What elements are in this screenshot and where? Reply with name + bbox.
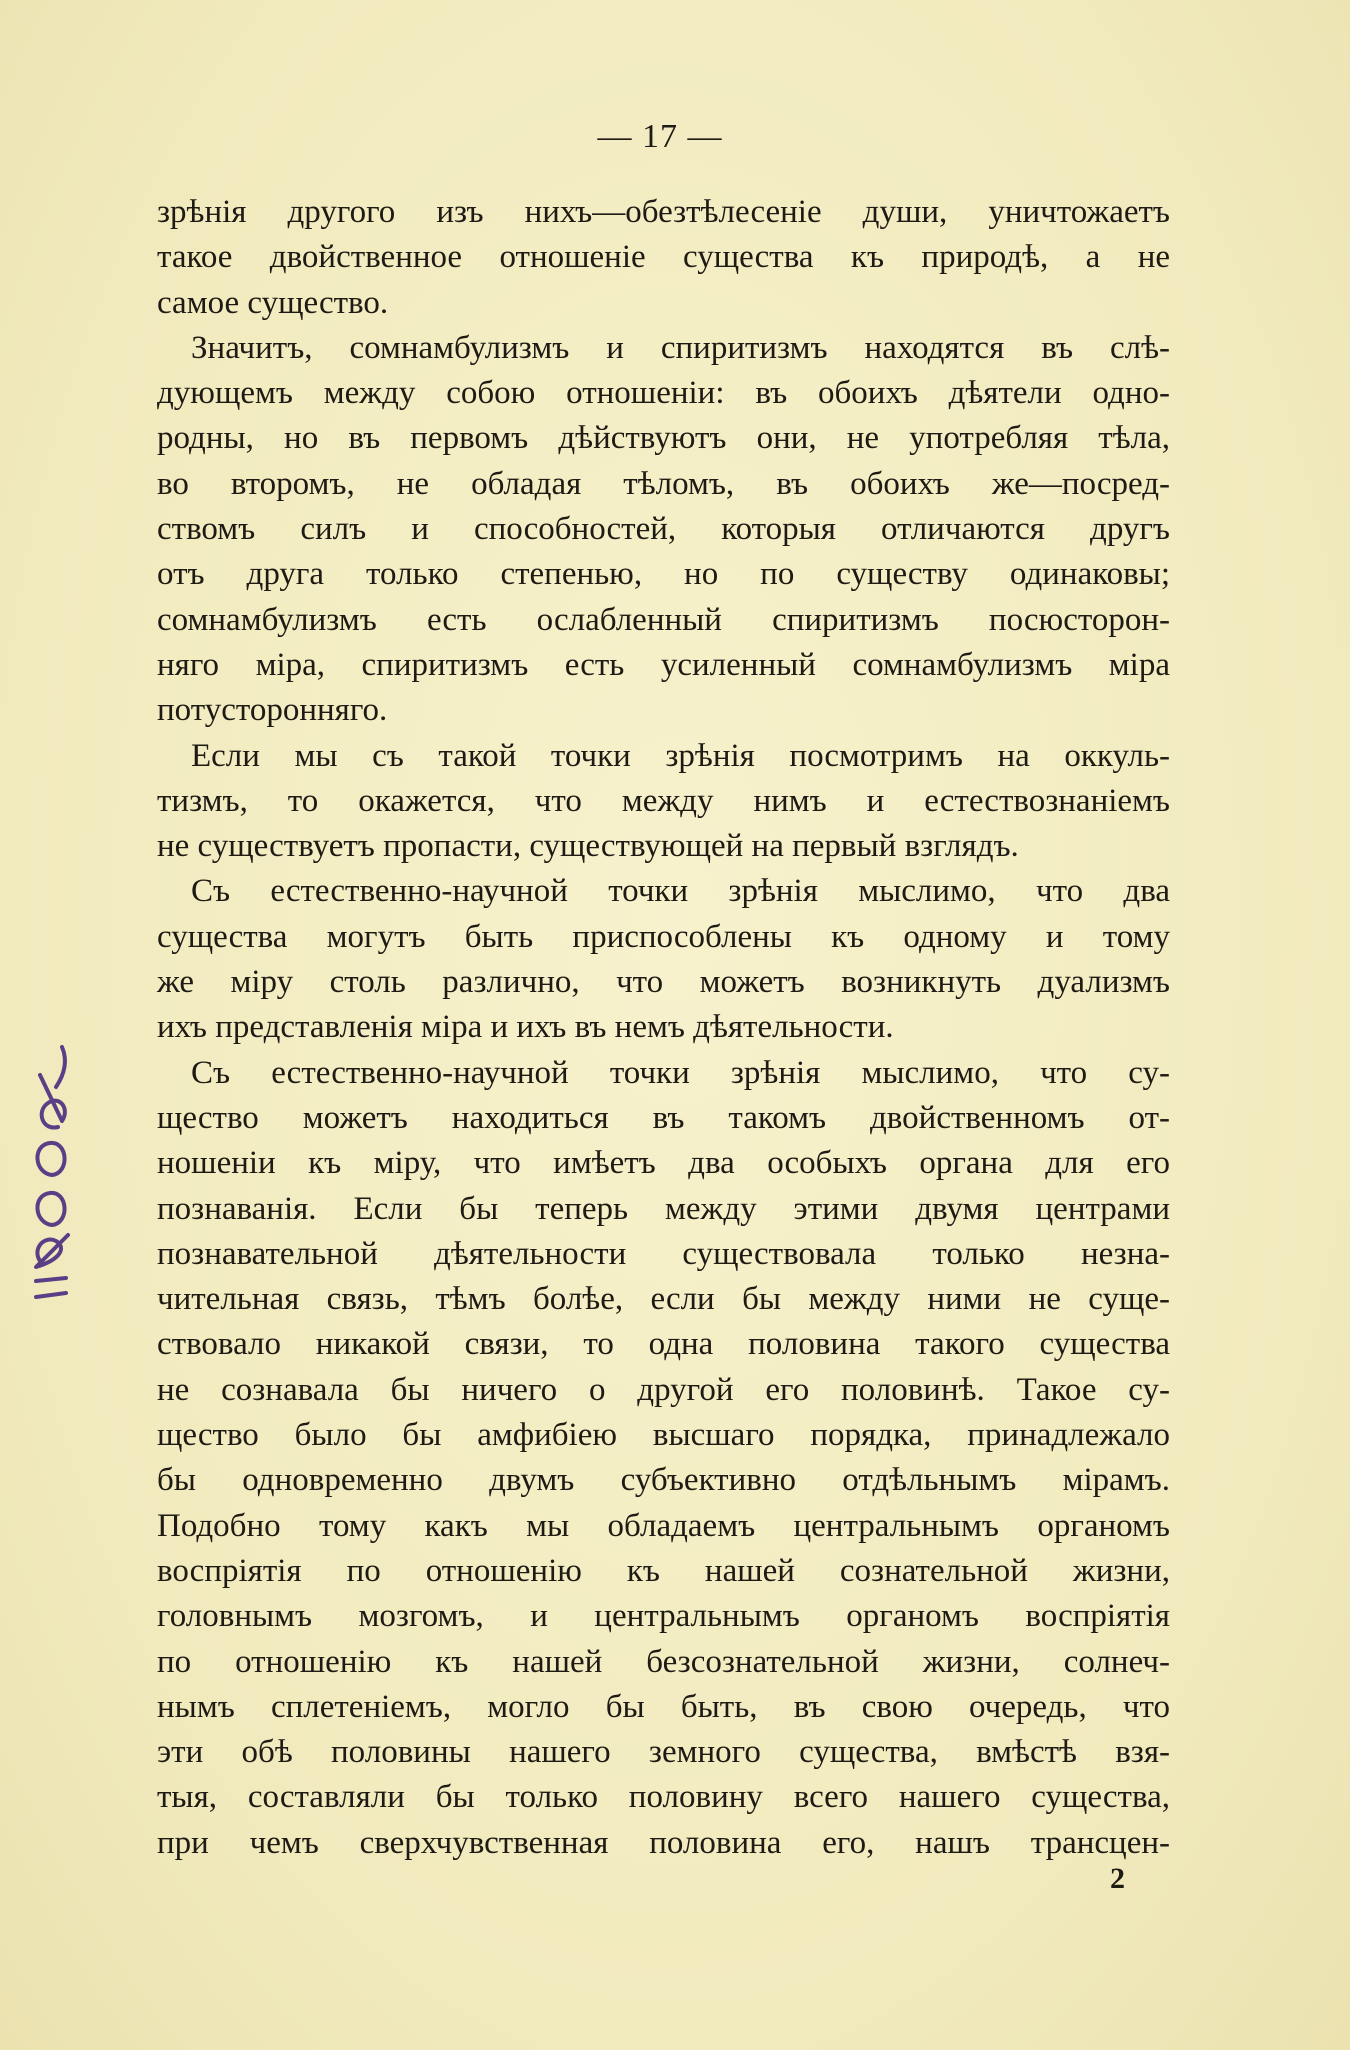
handwritten-margin-note: [22, 1035, 82, 1315]
text-line: при чемъ сверхчувственная половина его, нашъ трансцен-: [157, 1824, 1170, 1861]
text-line: потусторонняго.: [157, 692, 388, 729]
text-line: ствовало никакой связи, то одна половина такого существа: [157, 1326, 1170, 1363]
text-line: родны, но въ первомъ дѣйствуютъ они, не употребляя тѣла,: [157, 420, 1170, 457]
handwritten-note-drawing: [22, 1035, 82, 1315]
text-line: нымъ сплетеніемъ, могло бы быть, въ свою очередь, что: [157, 1688, 1170, 1725]
text-line: няго міра, спиритизмъ есть усиленный сомнамбулизмъ міра: [157, 646, 1170, 683]
text-line: Съ естественно-научной точки зрѣнія мыслимо, что су-: [191, 1054, 1170, 1091]
text-line: не существуетъ пропасти, существующей на первый взглядъ.: [157, 828, 1019, 865]
text-line: щество можетъ находиться въ такомъ двойственномъ от-: [157, 1099, 1170, 1136]
text-line: познаванія. Если бы теперь между этими двумя центрами: [157, 1190, 1170, 1227]
text-line: тизмъ, то окажется, что между нимъ и естествознаніемъ: [157, 782, 1170, 819]
body-text: [157, 190, 1170, 1866]
text-line: ношеніи къ міру, что имѣетъ два особыхъ органа для его: [157, 1145, 1170, 1182]
text-line: ихъ представленія міра и ихъ въ немъ дѣятельности.: [157, 1009, 894, 1046]
text-line: познавательной дѣятельности существовала только незна-: [157, 1235, 1170, 1272]
text-line: самое существо.: [157, 284, 389, 321]
text-line: Подобно тому какъ мы обладаемъ центральнымъ органомъ: [157, 1507, 1170, 1544]
text-line: существа могутъ быть приспособлены къ одному и тому: [157, 918, 1170, 955]
text-line: щество было бы амфибіею высшаго порядка, принадлежало: [157, 1417, 1170, 1454]
text-line: такое двойственное отношеніе существа къ природѣ, а не: [157, 239, 1170, 276]
text-line: отъ друга только степенью, но по существу одинаковы;: [157, 556, 1170, 593]
text-line: Съ естественно-научной точки зрѣнія мыслимо, что два: [191, 873, 1170, 910]
text-line: зрѣнія другого изъ нихъ—обезтѣлесеніе души, уничтожаетъ: [157, 194, 1170, 230]
text-line: ствомъ силъ и способностей, которыя отличаются другъ: [157, 511, 1170, 548]
text-line: Если мы съ такой точки зрѣнія посмотримъ на оккуль-: [191, 737, 1170, 774]
text-line: чительная связь, тѣмъ болѣе, если бы между ними не суще-: [157, 1281, 1170, 1318]
text-line: тыя, составляли бы только половину всего нашего существа,: [157, 1779, 1170, 1816]
text-line: Значитъ, сомнамбулизмъ и спиритизмъ находятся въ слѣ-: [191, 329, 1170, 366]
text-line: эти обѣ половины нашего земного существа, вмѣстѣ взя-: [157, 1734, 1170, 1771]
text-line: головнымъ мозгомъ, и центральнымъ органомъ воспріятія: [157, 1598, 1170, 1635]
text-line: бы одновременно двумъ субъективно отдѣльнымъ мірамъ.: [157, 1462, 1170, 1499]
text-line: дующемъ между собою отношеніи: въ обоихъ дѣятели одно-: [157, 375, 1170, 412]
text-line: же міру столь различно, что можетъ возникнуть дуализмъ: [157, 964, 1170, 1001]
text-line: по отношенію къ нашей безсознательной жизни, солнеч-: [157, 1643, 1170, 1680]
text-line: воспріятія по отношенію къ нашей сознательной жизни,: [157, 1552, 1170, 1589]
signature-mark-number: 2: [1110, 1862, 1125, 1895]
text-line: во второмъ, не обладая тѣломъ, въ обоихъ же—посред-: [157, 465, 1170, 502]
text-line: сомнамбулизмъ есть ослабленный спиритизмъ посюсторон-: [157, 601, 1170, 638]
page-number: — 17 —: [597, 118, 723, 155]
text-line: не сознавала бы ничего о другой его половинѣ. Такое су-: [157, 1371, 1170, 1408]
